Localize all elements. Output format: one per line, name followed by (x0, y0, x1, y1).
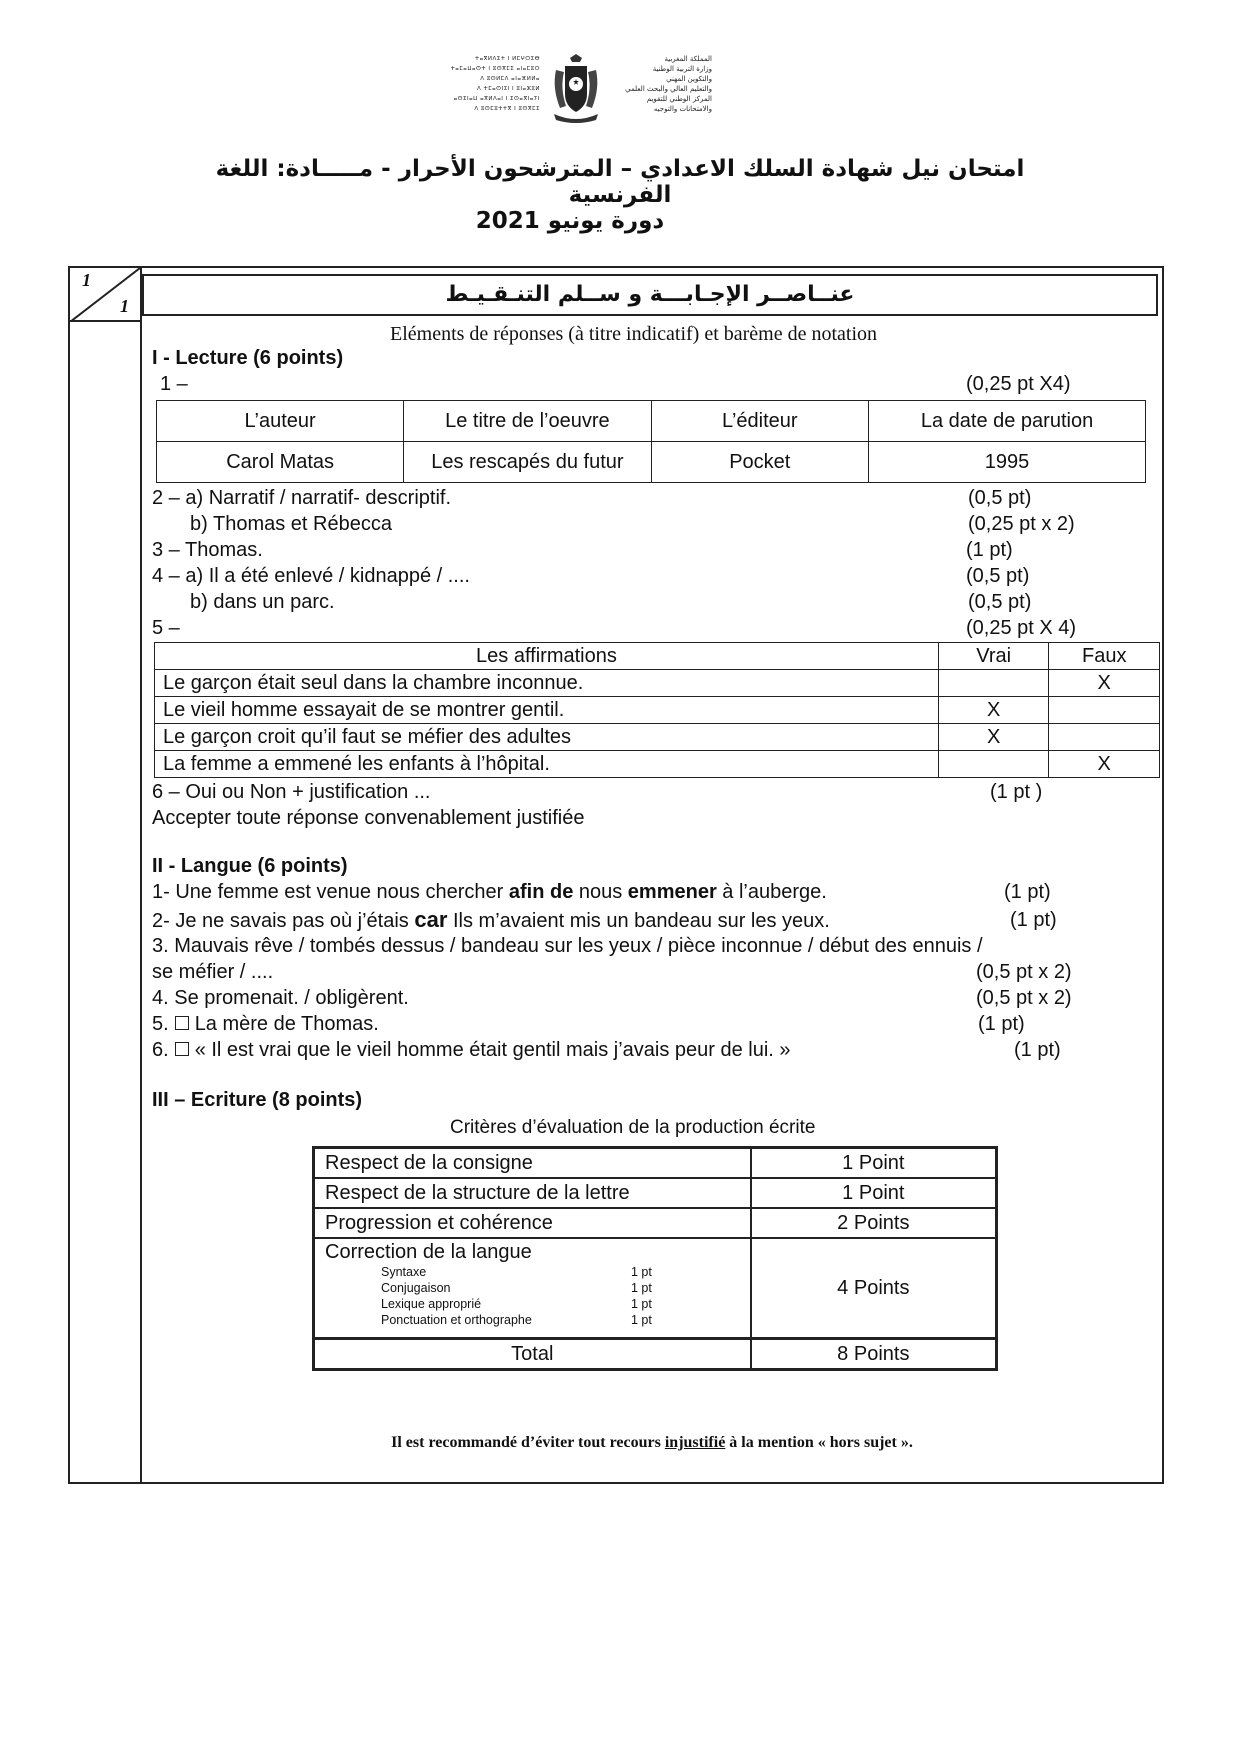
ministry-name-tifinagh (440, 54, 540, 114)
answer-text: Ils m’avaient mis un bandeau sur les yeux. (447, 910, 830, 932)
page-total: 1 (120, 296, 129, 316)
answer-text: emmener (627, 881, 717, 903)
document-header (0, 40, 1240, 260)
total-points: 8 Points (751, 1339, 997, 1370)
page-current: 1 (82, 270, 91, 290)
answer-text: Narratif (208, 487, 275, 509)
faux-cell: X (1049, 670, 1160, 697)
section-heading-ecriture: III – Ecriture (8 points) (152, 1089, 363, 1111)
table-header-cell: L’auteur (157, 401, 404, 442)
answer-text: car (414, 907, 448, 932)
answer-4a: 4 – a) Il a été enlevé / kidnappé / .... (152, 565, 470, 587)
logo-line: والتكوين المهني (666, 75, 712, 83)
logo-line: والامتحانات والتوجيه (653, 105, 712, 113)
table-header-cell: L’éditeur (651, 401, 869, 442)
answer-points: (1 pt) (1014, 1039, 1061, 1061)
answer-6: 6 – Oui ou Non + justification ... (152, 781, 431, 803)
margin-column (70, 268, 142, 1482)
question-points: (0,25 pt X 4) (966, 617, 1077, 639)
statement-cell: Le vieil homme essayait de se montrer gentil. (155, 697, 939, 724)
answer-number: 5. (152, 1013, 169, 1035)
logo-line: المركز الوطني للتقويم (646, 95, 712, 103)
answer-l4: 4. Se promenait. / obligèrent. (152, 987, 409, 1009)
faux-cell: X (1049, 751, 1160, 778)
table-row (155, 751, 1160, 778)
answer-l2 (152, 908, 830, 933)
answer-2b: b) Thomas et Rébecca (190, 513, 392, 535)
logo-line: ⴰⵙⵉⵏⴰⵡ ⴰⴳⵍⴷⴰⵏ ⵏ ⵉⵙⴰⴳⵏⴰⵢⵏ (453, 96, 540, 102)
table-row (314, 1339, 997, 1370)
sub-criteria-list (325, 1264, 740, 1328)
sub-criterion-label: Syntaxe (381, 1265, 427, 1279)
faux-cell (1049, 697, 1160, 724)
answer-text: La mère de Thomas. (194, 1013, 379, 1035)
answer-text: / narratif- descriptif. (274, 487, 451, 509)
table-header-cell: Vrai (938, 643, 1049, 670)
answer-4b: b) dans un parc. (190, 591, 335, 613)
table-row (155, 643, 1160, 670)
sub-criterion-points: 1 pt (631, 1297, 652, 1311)
vrai-cell (938, 751, 1049, 778)
footnote-text: Il est recommandé d’éviter tout recours (391, 1434, 665, 1451)
statement-cell: La femme a emmené les enfants à l’hôpital. (155, 751, 939, 778)
checkbox-icon (175, 1016, 189, 1030)
answer-text: 2- Je ne savais pas où j’étais (152, 910, 415, 932)
sub-criterion-points: 1 pt (631, 1265, 652, 1279)
answer-points: (1 pt) (966, 539, 1013, 561)
answer-points: (0,5 pt x 2) (976, 987, 1072, 1009)
table-cell: Pocket (651, 442, 869, 483)
criteria-title: Critères d’évaluation de la production écrite (450, 1117, 816, 1138)
section-heading-langue: II - Langue (6 points) (152, 855, 348, 877)
footnote-text: injustifié (664, 1434, 726, 1451)
answer-l3: 3. Mauvais rêve / tombés dessus / bandeau sur les yeux / pièce inconnue / début des ennuis / (152, 935, 983, 957)
criterion-points: 2 Points (751, 1208, 997, 1238)
statement-cell: Le garçon croit qu’il faut se méfier des adultes (155, 724, 939, 751)
table-cell: 1995 (869, 442, 1146, 483)
logo-line: ⴷ ⵜⵎⴰⵙⵏⵉⵏ ⵏ ⵓⵏⴰⵣⵓⵍ (476, 86, 540, 92)
answer-text: 2 – a) (152, 487, 209, 509)
table-header-cell: Le titre de l’oeuvre (404, 401, 651, 442)
answer-text: nous (573, 881, 628, 903)
table-row (155, 724, 1160, 751)
answer-points: (1 pt ) (990, 781, 1043, 803)
total-label: Total (314, 1339, 751, 1370)
sub-criterion (381, 1264, 740, 1280)
exam-session: دورة يونيو 2021 (475, 208, 665, 234)
sub-criterion (381, 1280, 740, 1296)
checkbox-icon (175, 1042, 189, 1056)
criterion-cell: Respect de la consigne (314, 1148, 751, 1179)
faux-cell (1049, 724, 1160, 751)
answer-text: afin de (508, 881, 574, 903)
table-header-cell: La date de parution (869, 401, 1146, 442)
table-row (157, 442, 1146, 483)
answer-points: (1 pt) (1004, 881, 1051, 903)
subtitle: Eléments de réponses (à titre indicatif) et barème de notation (390, 323, 878, 345)
answer-points: (0,5 pt) (966, 565, 1030, 587)
answer-points: (0,5 pt) (968, 487, 1032, 509)
criterion-points: 1 Point (751, 1178, 997, 1208)
page-number-cell (70, 268, 140, 322)
table-row (314, 1238, 997, 1339)
logo-line: المملكة المغربية (664, 55, 712, 63)
writing-criteria-table (312, 1146, 998, 1371)
vrai-cell: X (938, 697, 1049, 724)
answer-points: (0,5 pt) (968, 591, 1032, 613)
table-row (314, 1208, 997, 1238)
sub-criterion-label: Lexique approprié (381, 1297, 482, 1311)
footnote (152, 1434, 1152, 1452)
logo-line: وزارة التربية الوطنية (652, 65, 712, 73)
logo-line: ⵜⴰⴳⵍⴷⵉⵜ ⵏ ⵍⵎⵖⵔⵉⴱ (474, 56, 540, 62)
criterion-label: Correction de la langue (325, 1241, 532, 1263)
section-heading-lecture: I - Lecture (6 points) (152, 347, 344, 369)
logo-line: ⴷ ⵓⵙⵎⵓⵜⵜⴳ ⵏ ⵓⵙⴳⵎⵉ (474, 106, 540, 112)
sub-criterion-label: Ponctuation et orthographe (381, 1313, 532, 1327)
answer-points: (0,5 pt x 2) (976, 961, 1072, 983)
sub-criterion (381, 1312, 740, 1328)
answer-l3-cont: se méfier / .... (152, 961, 274, 983)
statement-cell: Le garçon était seul dans la chambre inconnue. (155, 670, 939, 697)
sub-criterion (381, 1296, 740, 1312)
answer-key-frame (68, 266, 1164, 1484)
table-cell: Les rescapés du futur (404, 442, 651, 483)
criterion-points: 1 Point (751, 1148, 997, 1179)
diagonal-divider-icon (70, 268, 140, 322)
question-label: 1 – (160, 373, 188, 395)
table-row (157, 401, 1146, 442)
section-title-box: عنــاصــر الإجـابـــة و ســلم التنـقـيـط (142, 274, 1158, 316)
logo-line: ⴷ ⵓⵙⵍⵎⴷ ⴰⵏⴰⴼⵍⵍⴰ (480, 76, 540, 82)
vrai-cell: X (938, 724, 1049, 751)
answer-points: (0,25 pt x 2) (968, 513, 1075, 535)
book-info-table (156, 400, 1146, 483)
answer-text: 1- Une femme est venue nous chercher (152, 881, 509, 903)
sub-criterion-label: Conjugaison (381, 1281, 451, 1295)
answer-l1 (152, 880, 827, 904)
logo-line: والتعليم العالي والبحث العلمي (625, 85, 712, 93)
answer-text: à l’auberge. (716, 881, 827, 903)
question-label: 5 – (152, 617, 180, 639)
criterion-points: 4 Points (751, 1238, 997, 1339)
ministry-name-arabic (612, 54, 712, 114)
true-false-table (154, 642, 1160, 778)
answer-text: « Il est vrai que le vieil homme était gentil mais j’avais peur de lui. » (194, 1039, 791, 1061)
table-row (155, 670, 1160, 697)
coat-of-arms-icon (548, 54, 604, 124)
exam-title: امتحان نيل شهادة السلك الاعدادي – المترشحون الأحرار - مـــــادة: اللغة الفرنسية (215, 156, 1025, 208)
criterion-cell: Respect de la structure de la lettre (314, 1178, 751, 1208)
question-points: (0,25 pt X4) (966, 373, 1071, 395)
sub-criterion-points: 1 pt (631, 1313, 652, 1327)
table-header-cell: Les affirmations (155, 643, 939, 670)
answer-6-note: Accepter toute réponse convenablement justifiée (152, 807, 585, 829)
answer-3: 3 – Thomas. (152, 539, 263, 561)
table-cell: Carol Matas (157, 442, 404, 483)
sub-criterion-points: 1 pt (631, 1281, 652, 1295)
answer-number: 6. (152, 1039, 169, 1061)
logo-line: ⵜⴰⵎⴰⵡⴰⵙⵜ ⵏ ⵓⵙⴳⵎⵉ ⴰⵏⴰⵎⵓⵔ (450, 66, 540, 72)
answer-points: (1 pt) (978, 1013, 1025, 1035)
answer-points: (1 pt) (1010, 909, 1057, 931)
answer-l5 (152, 1012, 379, 1036)
vrai-cell (938, 670, 1049, 697)
footnote-text: à la mention « hors sujet ». (725, 1434, 913, 1451)
table-row (314, 1148, 997, 1179)
answer-2a (152, 486, 451, 510)
table-header-cell: Faux (1049, 643, 1160, 670)
table-row (155, 697, 1160, 724)
criterion-cell (314, 1238, 751, 1339)
criterion-cell: Progression et cohérence (314, 1208, 751, 1238)
table-row (314, 1178, 997, 1208)
answer-l6 (152, 1038, 791, 1062)
